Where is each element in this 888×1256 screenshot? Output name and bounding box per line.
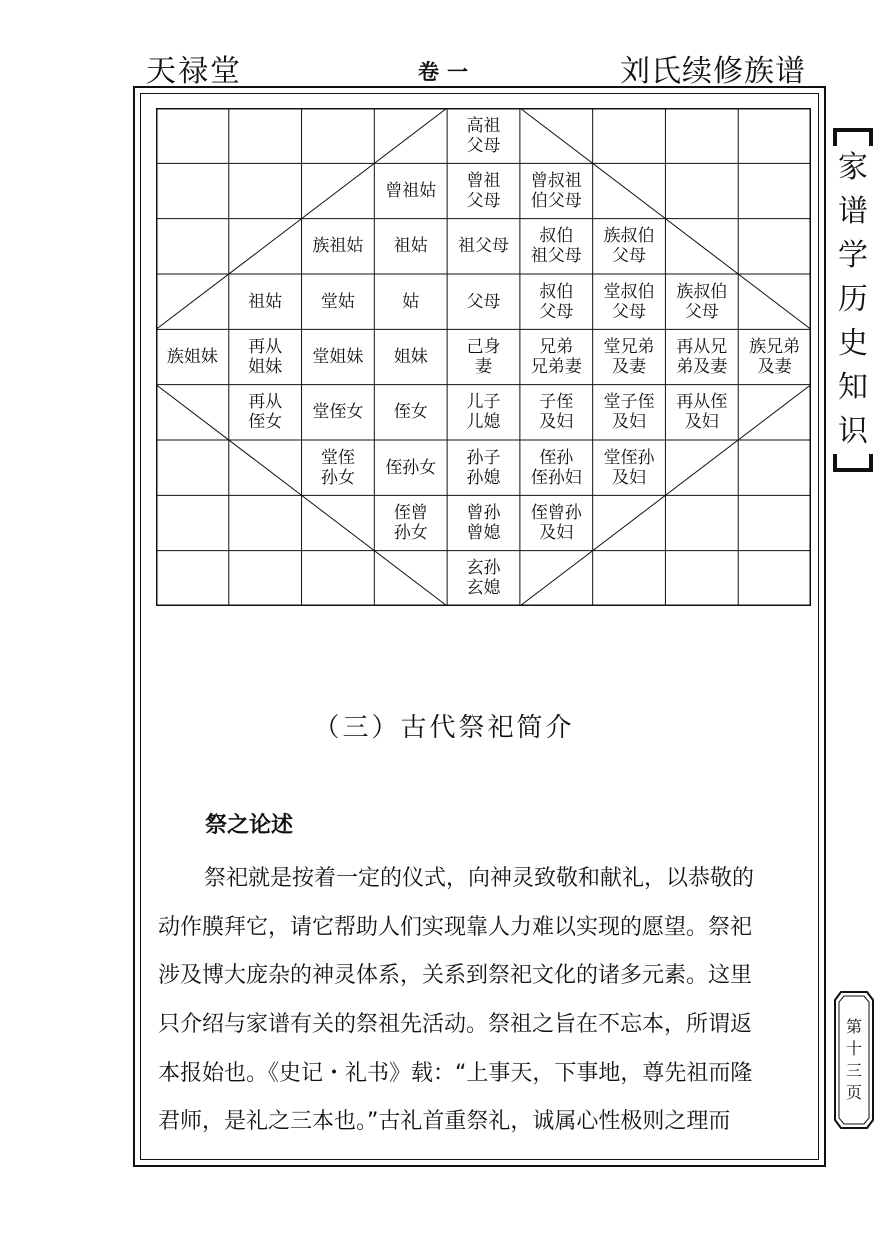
page-number-char: 十: [845, 1039, 862, 1058]
body-paragraph: [158, 855, 803, 1147]
side-label-bracket-bottom: [833, 454, 873, 472]
kin-cell: 堂侄女: [312, 402, 364, 423]
kin-cell: 侄曾 孙女: [393, 502, 428, 543]
page-number-char: 三: [845, 1061, 862, 1080]
kin-cell: 族兄弟 及妻: [749, 336, 801, 377]
kin-cell: 堂侄孙 及妇: [603, 447, 655, 488]
kin-cell: 姑: [402, 291, 420, 312]
kin-cell: 曾孙 曾媳: [466, 502, 501, 543]
kin-cell: 堂侄 孙女: [320, 447, 355, 488]
side-label: [833, 128, 873, 472]
kin-cell: 侄孙女: [385, 457, 437, 478]
kin-cell: 侄孙 侄孙妇: [530, 447, 582, 488]
kin-cell: 曾祖姑: [385, 180, 437, 201]
kin-cell: 再从兄 弟及妻: [676, 336, 728, 377]
kin-cell: 族叔伯 父母: [603, 226, 655, 267]
kin-cell: 兄弟 兄弟妻: [530, 336, 582, 377]
kin-cell: 曾祖 父母: [466, 170, 501, 211]
kin-cell: 堂兄弟 及妻: [603, 336, 655, 377]
kin-cell: 祖父母: [457, 236, 509, 257]
kin-cell: 父母: [466, 291, 501, 312]
kin-cell: 堂子侄 及妇: [603, 392, 655, 433]
page-number-char: 页: [845, 1083, 862, 1102]
body-line: 动作膜拜它，请它帮助人们实现靠人力难以实现的愿望。祭祀: [158, 914, 753, 940]
kin-cell: 儿子 儿媳: [466, 392, 501, 433]
header-left-title: 天禄堂: [146, 54, 242, 89]
side-label-char: 识: [838, 414, 868, 449]
side-label-char: 知: [838, 370, 868, 405]
side-label-char: 历: [838, 282, 868, 317]
kin-cell: 族叔伯 父母: [676, 281, 728, 322]
kin-cell: 堂姑: [320, 291, 355, 312]
kin-cell: 高祖 父母: [466, 115, 501, 156]
kinship-grid: [156, 108, 811, 606]
kin-cell: 族祖姑: [312, 236, 364, 257]
side-label-text: [833, 146, 873, 454]
header-right-title: 刘氏续修族谱: [620, 54, 806, 89]
body-line: 只介绍与家谱有关的祭祖先活动。祭祖之旨在不忘本，所谓返: [158, 1012, 753, 1038]
kin-cell: 子侄 及妇: [539, 392, 574, 433]
side-label-char: 学: [838, 238, 868, 273]
body-line: 本报始也。《史记・礼书》载：“上事天，下事地，尊先祖而隆: [158, 1060, 753, 1086]
header-volume: 卷一: [418, 59, 476, 84]
body-line: 涉及博大庞杂的神灵体系，关系到祭祀文化的诸多元素。这里: [158, 963, 753, 989]
kin-cell: 祖姑: [393, 236, 428, 257]
kin-cell: 侄曾孙 及妇: [530, 502, 582, 543]
kin-cell: 曾叔祖 伯父母: [530, 170, 582, 211]
kin-cell: 姐妹: [393, 346, 428, 367]
kin-cell: 再从 姐妹: [248, 336, 283, 377]
kin-cell: 再从侄 及妇: [676, 392, 728, 433]
body-line: 祭祀就是按着一定的仪式，向神灵致敬和献礼，以恭敬的: [204, 866, 755, 891]
side-label-char: 史: [838, 326, 868, 361]
kin-cell: 再从 侄女: [248, 392, 283, 433]
page-number-char: 第: [845, 1017, 862, 1036]
side-label-char: 谱: [838, 194, 868, 229]
kin-cell: 堂姐妹: [312, 346, 364, 367]
kin-cell: 祖姑: [248, 291, 283, 312]
side-label-char: 家: [838, 150, 868, 185]
kin-cell: 己身 妻: [466, 336, 501, 377]
side-label-bracket-top: [833, 128, 873, 146]
kin-cell: 孙子 孙媳: [466, 447, 501, 488]
kin-cell: 族姐妹: [166, 346, 218, 367]
body-line: 君师，是礼之三本也。”古礼首重祭礼，诚属心性极则之理而: [158, 1109, 731, 1135]
page-number-tab: [833, 990, 875, 1130]
kin-cell: 叔伯 祖父母: [530, 226, 582, 267]
subhead: 祭之论述: [205, 813, 294, 838]
kin-cell: 堂叔伯 父母: [603, 281, 655, 322]
section-title: （三）古代祭祀简介: [313, 713, 575, 743]
kin-cell: 玄孙 玄媳: [466, 558, 501, 599]
page-number: [833, 1016, 875, 1104]
kin-cell: 叔伯 父母: [539, 281, 574, 322]
kin-cell: 侄女: [393, 402, 428, 423]
